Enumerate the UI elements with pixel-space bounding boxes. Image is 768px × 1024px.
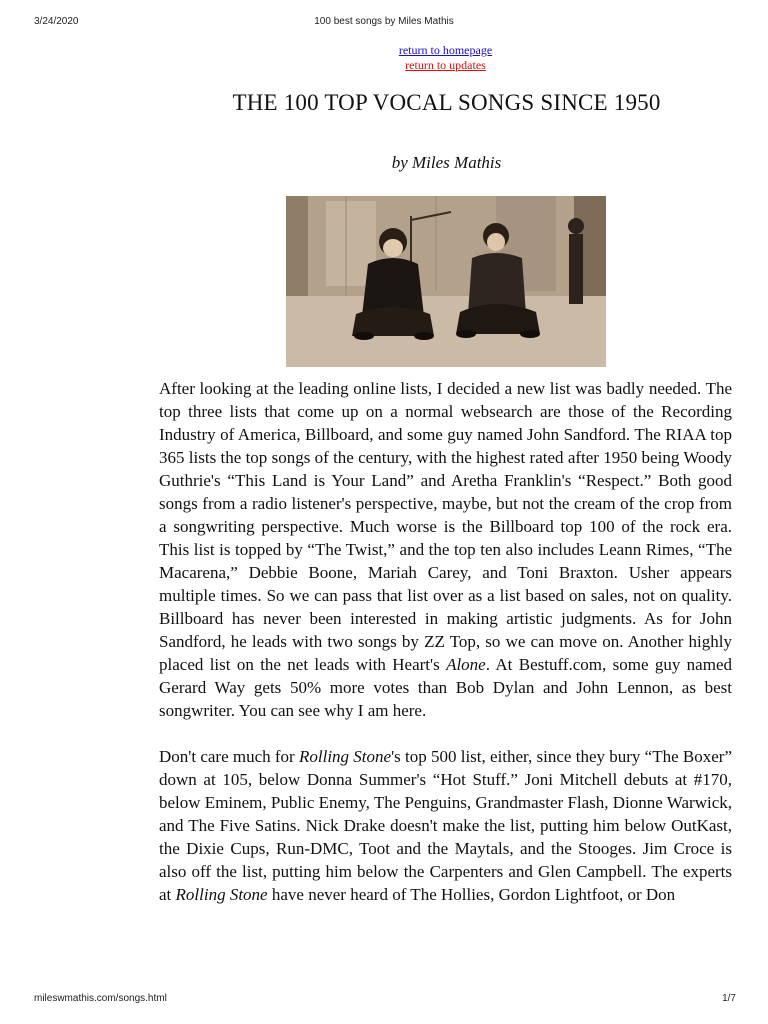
- print-header: [0, 16, 768, 30]
- nav-links: [0, 43, 768, 73]
- paragraph-text: After looking at the leading online lists, I decided a new list was badly needed. The top three lists that come up on a normal websearch are those of the Recording Industry of America, Billboard, and some guy named John Sandford. The RIAA top 365 lists the top songs of the century, with the highest rated after 1950 being Woody Guthrie's “This Land is Your Land” and Aretha Franklin's “Respect.” Both good songs from a radio listener's perspective, maybe, but not the cream of the crop from a songwriting perspective. Much worse is the Billboard top 100 of the rock era. This list is topped by “The Twist,” and the top ten also includes Leann Rimes, “The Macarena,” Debbie Boone, Mariah Carey, and Toni Braxton. Usher appears multiple times. So we can pass that list over as a list based on sales, not on quality. Billboard has never been interested in making artistic judgments. As for John Sandford, he leads with two songs by ZZ Top, so we can move on. Another highly placed list on the net leads with Heart's: [159, 379, 732, 674]
- photo-two-men-seated-icon: [286, 196, 606, 367]
- article-body: [159, 377, 732, 929]
- paragraph-text: have never heard of The Hollies, Gordon Lightfoot, or Don: [267, 885, 676, 904]
- byline: by Miles Mathis: [391, 153, 502, 172]
- paragraph-text: 's top 500 list, either, since they bury “The Boxer” down at 105, below Donna Summer's “Hot Stuff.” Joni Mitchell debuts at #170, below Eminem, Public Enemy, The Penguins, Grandmaster Flash, Dionne Warwick, and The Five Satins. Nick Drake doesn't make the list, putting him below OutKast, the Dixie Cups, Run-DMC, Toot and the Maytals, and the Stooges. Jim Croce is also off the list, putting him below the Carpenters and Glen Campbell. The experts at: [159, 747, 732, 904]
- body-paragraph: [159, 377, 732, 722]
- paragraph-text: Don't care much for: [159, 747, 299, 766]
- article-photo: [286, 196, 606, 367]
- italic-title: Rolling Stone: [175, 885, 268, 904]
- body-paragraph: [159, 745, 732, 906]
- print-date: 3/24/2020: [34, 16, 79, 27]
- italic-title: Rolling Stone: [298, 747, 392, 766]
- italic-title: Alone: [446, 655, 486, 674]
- print-document-title: 100 best songs by Miles Mathis: [314, 16, 454, 27]
- print-url: mileswmathis.com/songs.html: [34, 993, 167, 1004]
- print-footer: [0, 993, 768, 1007]
- paragraph-text: . At Bestuff.com, some guy named Gerard Way gets 50% more votes than Bob Dylan and John Lennon, as best songwriter. You can see why I am here.: [159, 655, 733, 720]
- updates-link[interactable]: return to updates: [405, 58, 486, 72]
- page-title: THE 100 TOP VOCAL SONGS SINCE 1950: [232, 90, 661, 115]
- print-page-number: 1/7: [722, 993, 736, 1004]
- homepage-link[interactable]: return to homepage: [398, 43, 493, 57]
